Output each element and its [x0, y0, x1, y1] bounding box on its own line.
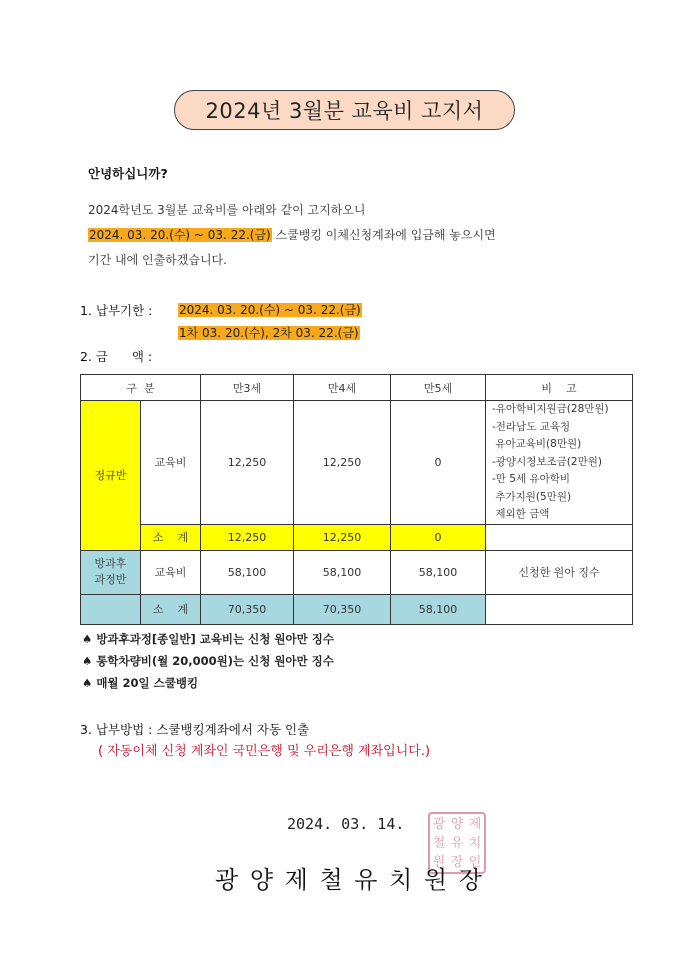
- regular-subtotal-remark: [486, 524, 633, 550]
- fee-table: [80, 374, 633, 625]
- regular-subtotal-age4: 12,250: [294, 524, 391, 550]
- seal-char: 치: [468, 835, 482, 851]
- total-group-cell: [81, 594, 141, 624]
- afterschool-fee-age5: 58,100: [391, 550, 486, 594]
- header-remarks: 비 고: [486, 375, 633, 401]
- regular-fee-label: 교육비: [141, 401, 201, 525]
- table-row: [81, 550, 633, 594]
- afterschool-fee-age4: 58,100: [294, 550, 391, 594]
- regular-class-label: 정규반: [81, 401, 141, 551]
- intro-date-highlight: 2024. 03. 20.(수) ~ 03. 22.(금): [89, 228, 271, 242]
- document-title: [174, 90, 515, 130]
- table-row: [81, 524, 633, 550]
- remark-line: -광양시청보조금(2만원): [492, 455, 602, 468]
- regular-fee-age5: 0: [391, 401, 486, 525]
- regular-subtotal-label: 소 계: [141, 524, 201, 550]
- seal-char: 유: [450, 835, 464, 851]
- total-age5: 58,100: [391, 594, 486, 624]
- seal-char: 원: [432, 854, 446, 870]
- intro-line-2-rest: 스쿨뱅킹 이체신청계좌에 입금해 놓으시면: [271, 228, 496, 242]
- header-age5: 만5세: [391, 375, 486, 401]
- seal-char: 광: [432, 816, 446, 832]
- total-subtotal-label: 소 계: [141, 594, 201, 624]
- afterschool-label-line1: 방과후: [94, 557, 127, 570]
- regular-fee-age3: 12,250: [201, 401, 294, 525]
- afterschool-fee-label: 교육비: [141, 550, 201, 594]
- afterschool-remark: 신청한 원아 징수: [486, 550, 633, 594]
- due-date-highlight-2: 1차 03. 20.(수), 2차 03. 22.(금): [179, 326, 359, 340]
- due-date-highlight-1: 2024. 03. 20.(수) ~ 03. 22.(금): [179, 303, 361, 317]
- bank-note: ( 자동이체 신청 계좌인 국민은행 및 우리은행 계좌입니다.): [98, 744, 431, 759]
- total-age3: 70,350: [201, 594, 294, 624]
- spade-icon: ♠: [82, 632, 93, 646]
- afterschool-class-label: [81, 550, 141, 594]
- regular-subtotal-age3: 12,250: [201, 524, 294, 550]
- seal-char: 철: [432, 835, 446, 851]
- spade-icon: ♠: [82, 654, 93, 668]
- table-row: [81, 401, 633, 525]
- signature: 광 양 제 철 유 치 원 장: [215, 866, 484, 894]
- title-text: 2024년 3월분 교육비 고지서: [205, 99, 484, 123]
- seal-char: 양: [450, 816, 464, 832]
- note-item: [82, 653, 334, 669]
- remark-line: 제외한 금액: [492, 508, 550, 520]
- total-age4: 70,350: [294, 594, 391, 624]
- header-age3: 만3세: [201, 375, 294, 401]
- greeting: 안녕하십니까?: [88, 166, 168, 181]
- regular-remarks: [486, 401, 633, 525]
- intro-line-1: 2024학년도 3월분 교육비를 아래와 같이 고지하오니: [88, 203, 366, 217]
- intro-line-2: [88, 226, 496, 243]
- note-text: 방과후과정[종일반] 교육비는 신청 원아만 징수: [96, 632, 334, 646]
- remark-line: -전라남도 교육청: [492, 420, 571, 433]
- note-item: [82, 675, 198, 691]
- remark-line: 유아교육비(8만원): [492, 438, 582, 450]
- section2-label: 2. 금 액 :: [80, 349, 153, 364]
- seal-char: 제: [468, 816, 482, 832]
- remark-line: -유아학비지원금(28만원): [492, 403, 609, 415]
- regular-subtotal-age5: 0: [391, 524, 486, 550]
- seal-char: 장: [450, 854, 464, 870]
- section3-label: 3. 납부방법 : 스쿨뱅킹계좌에서 자동 인출: [80, 722, 310, 737]
- due-date-line-2: [178, 324, 360, 341]
- header-category: 구 분: [81, 375, 201, 401]
- spade-icon: ♠: [82, 676, 93, 690]
- note-text: 매월 20일 스쿨뱅킹: [96, 676, 199, 690]
- table-row: [81, 594, 633, 624]
- header-age4: 만4세: [294, 375, 391, 401]
- remark-line: -만 5세 유아학비: [492, 473, 571, 485]
- table-header-row: [81, 375, 633, 401]
- remark-line: 추가지원(5만원): [492, 490, 572, 503]
- intro-line-3: 기간 내에 인출하겠습니다.: [88, 253, 227, 267]
- afterschool-label-line2: 과정반: [94, 573, 127, 586]
- regular-fee-age4: 12,250: [294, 401, 391, 525]
- seal-char: 인: [468, 854, 482, 870]
- afterschool-fee-age3: 58,100: [201, 550, 294, 594]
- note-item: [82, 631, 334, 647]
- issue-date: 2024. 03. 14.: [287, 815, 405, 833]
- total-remark: [486, 594, 633, 624]
- section1-label: 1. 납부기한 :: [80, 303, 153, 318]
- note-text: 통학차량비(월 20,000원)는 신청 원아만 징수: [96, 654, 334, 668]
- due-date-line-1: [178, 301, 362, 318]
